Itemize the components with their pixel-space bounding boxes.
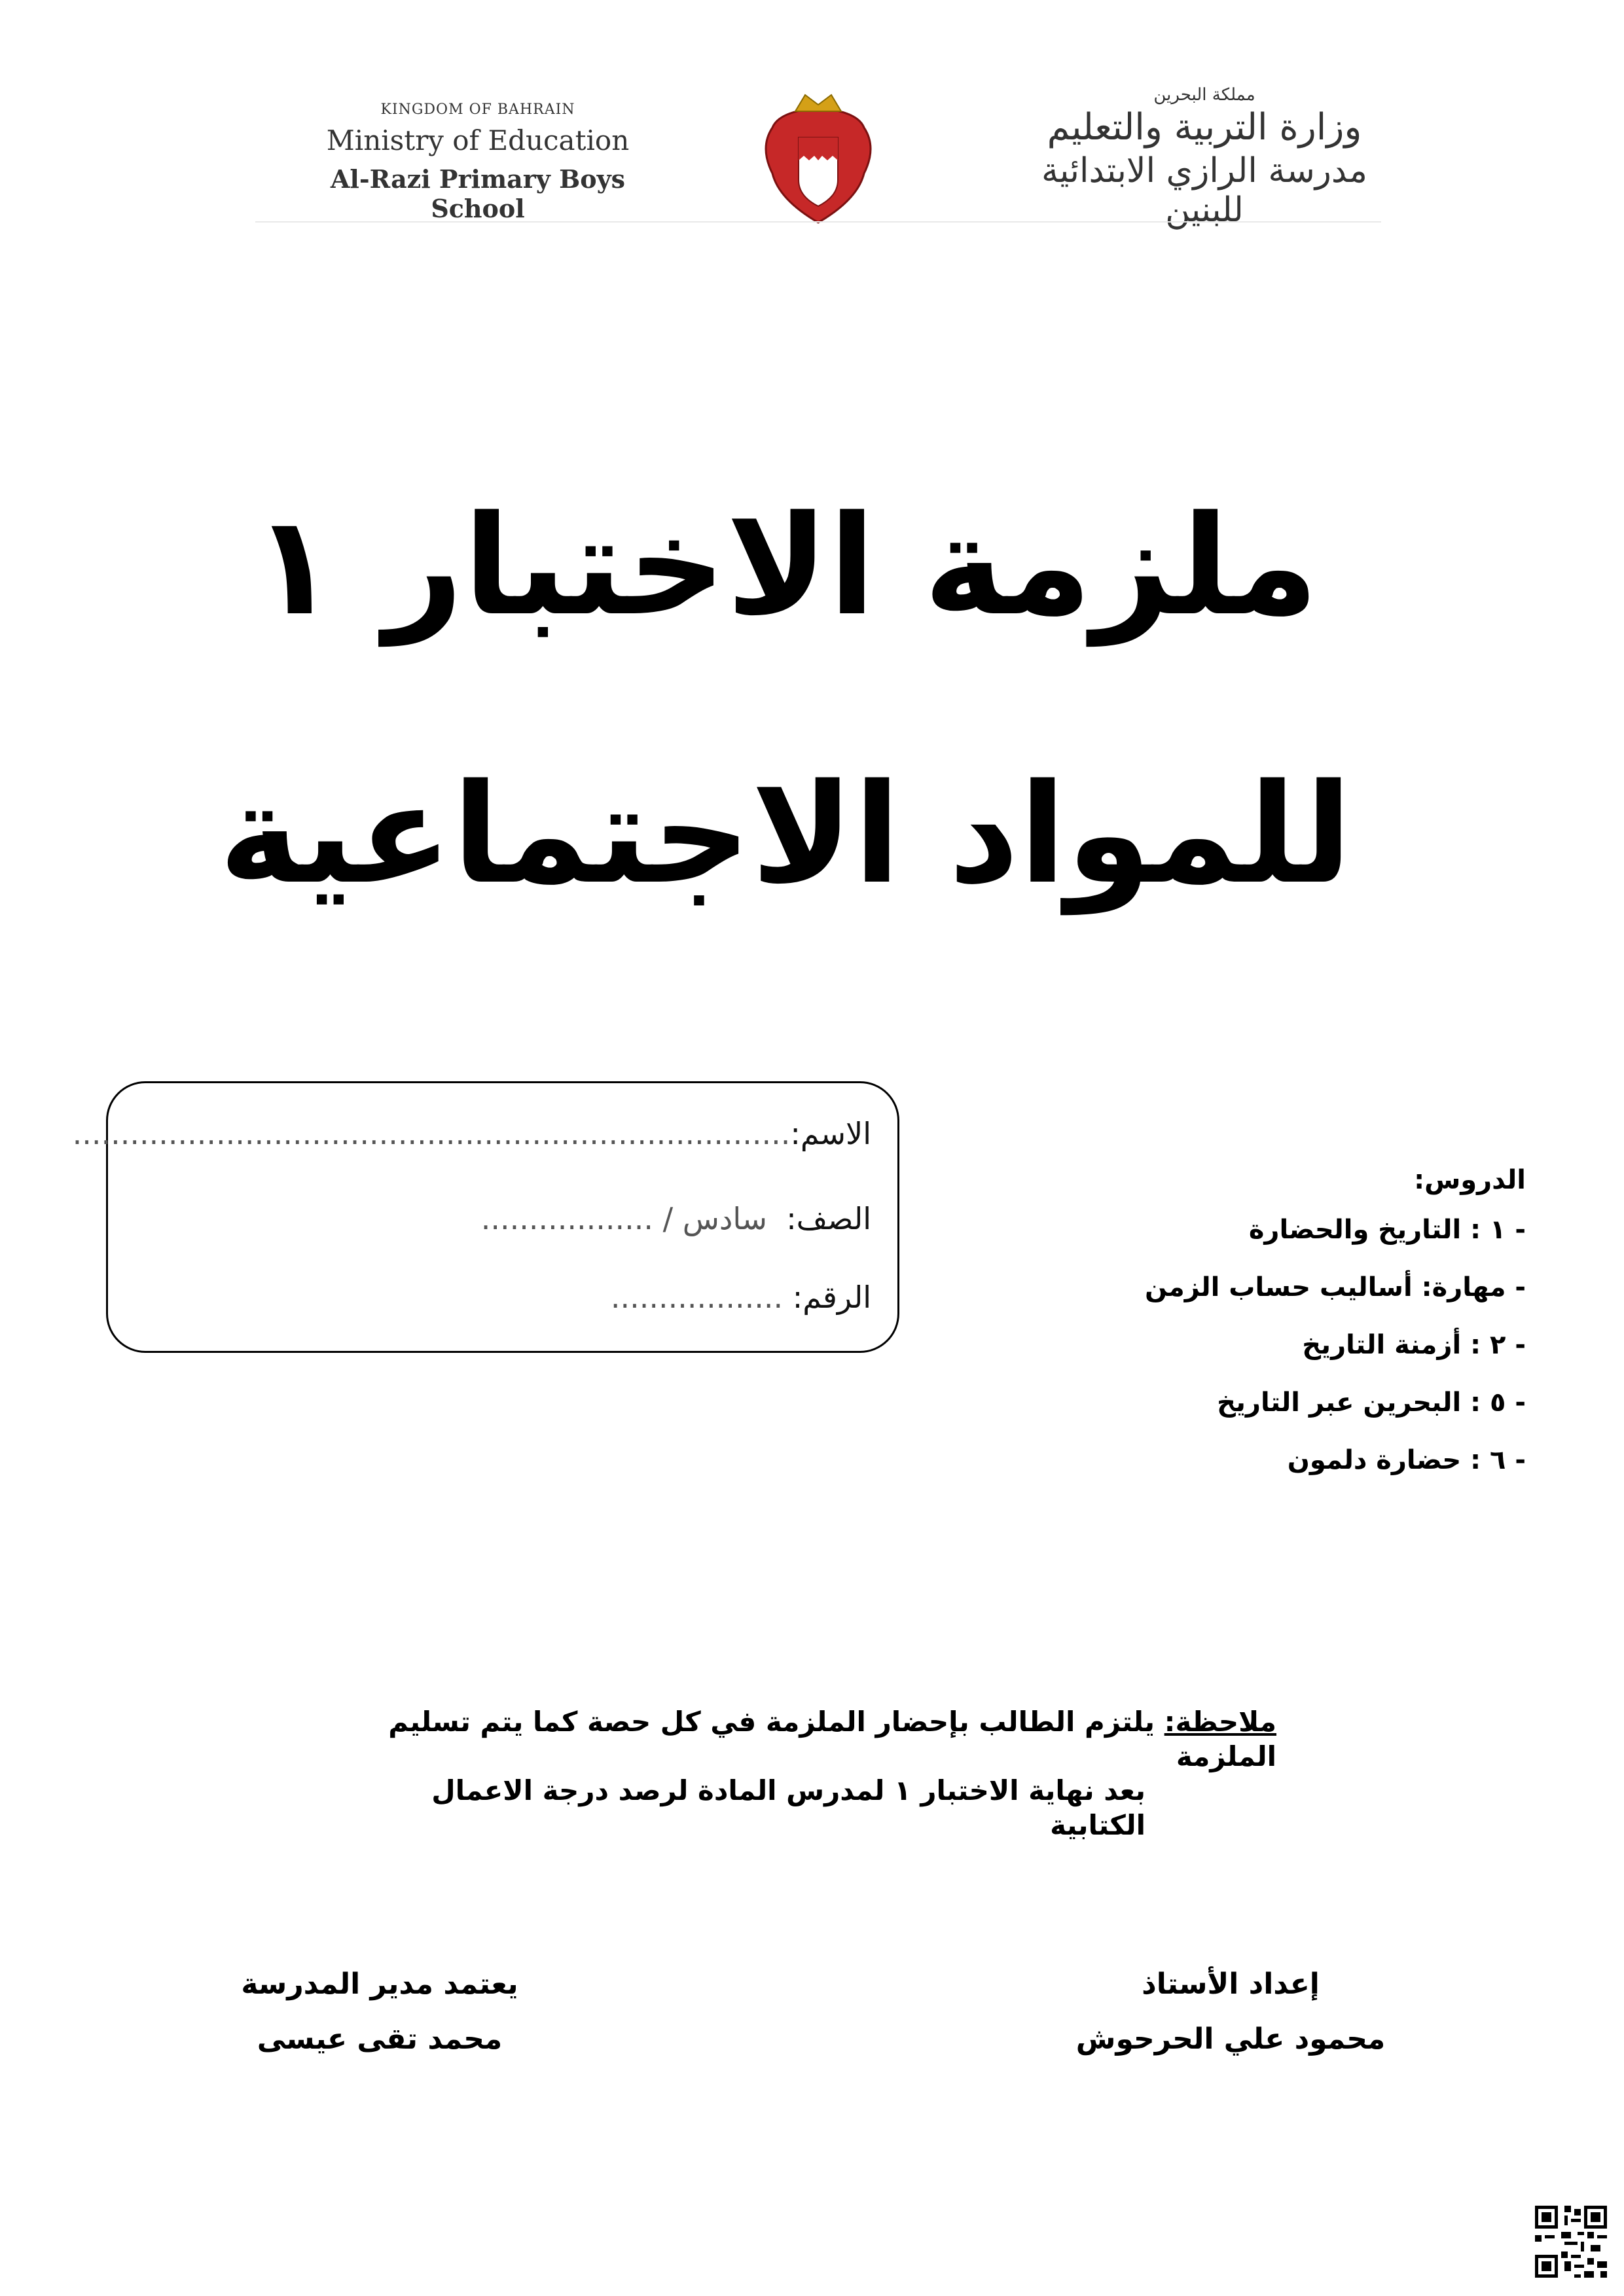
kingdom-arabic: مملكة البحرين [1153,85,1255,105]
kingdom-english: KINGDOM OF BAHRAIN [380,101,575,118]
school-english: Al-Razi Primary Boys School [330,164,626,223]
lesson-item: - ١ : التاريخ والحضارة [1248,1215,1526,1245]
header-divider [255,221,1381,223]
ministry-arabic: وزارة التربية والتعليم [1047,106,1362,149]
number-field[interactable]: .................. [610,1280,784,1315]
student-info-box [72,1081,899,1353]
ministry-english: Ministry of Education [326,124,630,156]
title-line-1: ملزمة الاختبار ١ [252,486,1319,646]
class-label: الصف: [786,1201,871,1236]
number-row [611,1280,871,1315]
header-arabic [1021,85,1388,230]
name-label: الاسم: [790,1116,871,1151]
prepared-name: محمود علي الحرحوش [1075,2022,1386,2056]
note-text-1: يلتزم الطالب بإحضار الملزمة في كل حصة كما يتم تسليم الملزمة [388,1706,1276,1772]
header-english [308,101,648,223]
lesson-item: - ٦ : حضارة دلمون [1287,1445,1526,1475]
approved-label: يعتمد مدير المدرسة [241,1967,518,2001]
number-label: الرقم: [792,1280,871,1315]
note-line-1 [340,1705,1276,1774]
note-block [340,1705,1276,1842]
note-text-2: بعد نهاية الاختبار ١ لمدرس المادة لرصد درجة الاعمال الكتابية [431,1774,1146,1841]
bahrain-coat-of-arms-icon [759,88,877,229]
lesson-item: - مهارة: أساليب حساب الزمن [1144,1272,1526,1302]
class-row [481,1201,871,1236]
lessons-heading: الدروس: [1414,1165,1526,1195]
approved-by-block [236,1957,524,2066]
lesson-item: - ٥ : البحرين عبر التاريخ [1217,1388,1526,1418]
qr-code-icon [1535,2206,1607,2278]
note-label: ملاحظة: [1164,1706,1276,1738]
lesson-item: - ٢ : أزمنة التاريخ [1302,1330,1526,1360]
name-row [73,1116,871,1151]
prepared-label: إعداد الأستاذ [1142,1967,1320,2001]
lessons-list [1028,1165,1526,1503]
school-arabic: مدرسة الرازي الابتدائية للبنين [1041,151,1368,230]
title-line-2: للمواد الاجتماعية [219,754,1352,914]
class-field[interactable]: سادس / .................. [480,1201,767,1236]
name-field[interactable]: ........................................................................... [72,1116,791,1151]
prepared-by-block [1047,1957,1414,2066]
approved-name: محمد تقى عيسى [257,2022,503,2056]
